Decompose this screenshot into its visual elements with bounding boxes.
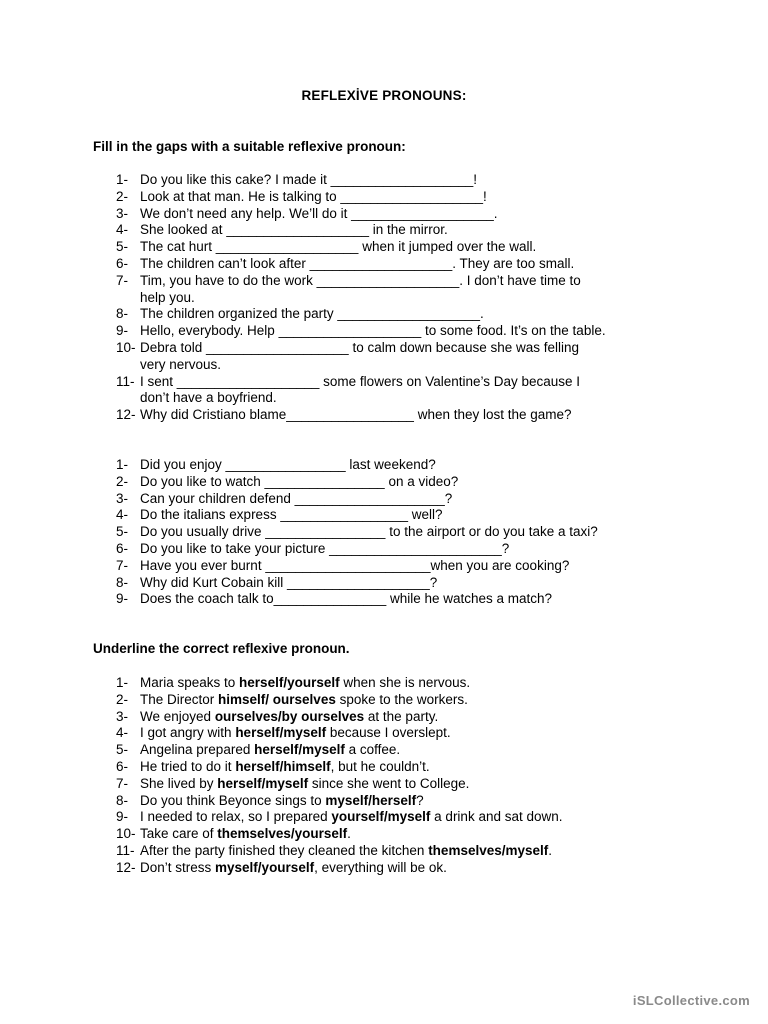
item-text: Angelina prepared herself/myself a coffee. bbox=[140, 742, 401, 758]
list-item bbox=[116, 273, 696, 307]
pronoun-choice: ourselves/by ourselves bbox=[214, 708, 365, 724]
section1-heading: Fill in the gaps with a suitable reflexive pronoun: bbox=[93, 139, 406, 154]
item-text: Do you usually drive ________________ to the airport or do you take a taxi? bbox=[140, 524, 598, 540]
item-number: 12- bbox=[116, 407, 136, 423]
item-number: 1- bbox=[116, 675, 129, 690]
list-item bbox=[116, 575, 696, 592]
pronoun-choice: himself/ ourselves bbox=[218, 691, 336, 707]
item-number: 7- bbox=[116, 272, 129, 288]
item-number: 4- bbox=[116, 725, 129, 741]
item-number: 11- bbox=[116, 373, 135, 389]
item-text: We enjoyed ourselves/by ourselves at the party. bbox=[140, 708, 439, 724]
pronoun-choice: herself/himself bbox=[235, 758, 331, 774]
list-item bbox=[116, 826, 696, 843]
item-text: After the party finished they cleaned the kitchen themselves/myself. bbox=[140, 842, 553, 858]
item-number: 6- bbox=[116, 758, 129, 774]
item-text: Hello, everybody. Help ___________________ to some food. It’s on the table. bbox=[140, 323, 606, 339]
item-text: I needed to relax, so I prepared yourself/myself a drink and sat down. bbox=[140, 809, 563, 825]
item-number: 2- bbox=[116, 691, 129, 707]
item-text-continued: very nervous. bbox=[140, 356, 222, 372]
item-text: We don’t need any help. We’ll do it ___________________. bbox=[140, 205, 498, 221]
section3-heading: Underline the correct reflexive pronoun. bbox=[93, 641, 350, 656]
item-number: 9- bbox=[116, 591, 129, 607]
site-watermark: iSLCollective.com bbox=[632, 993, 750, 1008]
item-number: 9- bbox=[116, 809, 129, 825]
list-item bbox=[116, 860, 696, 877]
list-item bbox=[116, 256, 696, 273]
item-text: Why did Kurt Cobain kill ___________________? bbox=[140, 574, 438, 590]
list-item bbox=[116, 374, 696, 408]
item-number: 6- bbox=[116, 540, 129, 556]
pronoun-choice: myself/yourself bbox=[215, 859, 315, 875]
item-text: Do you think Beyonce sings to myself/herself? bbox=[140, 792, 424, 808]
item-number: 8- bbox=[116, 792, 129, 808]
item-text: Do you like to watch ________________ on a video? bbox=[140, 473, 459, 489]
list-item bbox=[116, 457, 696, 474]
item-text: Do you like to take your picture _______________________? bbox=[140, 540, 510, 556]
item-number: 8- bbox=[116, 306, 129, 322]
item-text: Do you like this cake? I made it ___________________! bbox=[140, 172, 477, 187]
item-text: The Director himself/ ourselves spoke to the workers. bbox=[140, 691, 468, 707]
list-item bbox=[116, 524, 696, 541]
pronoun-choice: herself/myself bbox=[235, 725, 327, 741]
item-number: 1- bbox=[116, 172, 129, 187]
list-item bbox=[116, 759, 696, 776]
list-item bbox=[116, 742, 696, 759]
item-number: 5- bbox=[116, 239, 129, 255]
item-number: 3- bbox=[116, 490, 129, 506]
item-text: Have you ever burnt ______________________when you are cooking? bbox=[140, 557, 570, 573]
item-text-continued: help you. bbox=[140, 289, 195, 305]
item-text: Don’t stress myself/yourself, everything will be ok. bbox=[140, 859, 447, 875]
item-number: 6- bbox=[116, 255, 129, 271]
item-number: 12- bbox=[116, 859, 136, 875]
list-item bbox=[116, 491, 696, 508]
item-number: 7- bbox=[116, 557, 129, 573]
page-title: REFLEXİVE PRONOUNS: bbox=[301, 88, 467, 103]
item-text: Tim, you have to do the work ___________________. I don’t have time to bbox=[140, 272, 581, 288]
list-item bbox=[116, 206, 696, 223]
item-text: He tried to do it herself/himself, but he couldn’t. bbox=[140, 758, 430, 774]
item-number: 9- bbox=[116, 323, 129, 339]
list-item bbox=[116, 407, 696, 424]
item-text: Can your children defend ____________________? bbox=[140, 490, 453, 506]
item-number: 4- bbox=[116, 507, 129, 523]
item-text: The children organized the party ___________________. bbox=[140, 306, 484, 322]
item-number: 10- bbox=[116, 339, 136, 355]
list-item bbox=[116, 776, 696, 793]
list-item bbox=[116, 306, 696, 323]
item-text: Take care of themselves/yourself. bbox=[140, 826, 351, 842]
item-number: 5- bbox=[116, 524, 129, 540]
item-text-continued: don’t have a boyfriend. bbox=[140, 390, 277, 406]
item-number: 3- bbox=[116, 708, 129, 724]
item-text: Do the italians express _________________ well? bbox=[140, 507, 443, 523]
list-item bbox=[116, 675, 696, 692]
item-number: 4- bbox=[116, 222, 129, 238]
pronoun-choice: herself/myself bbox=[217, 775, 309, 791]
item-text: Debra told ___________________ to calm down because she was felling bbox=[140, 339, 580, 355]
item-text: Did you enjoy ________________ last weekend? bbox=[140, 457, 436, 472]
pronoun-choice: herself/yourself bbox=[239, 675, 340, 690]
list-item bbox=[116, 474, 696, 491]
item-number: 8- bbox=[116, 574, 129, 590]
pronoun-choice: themselves/yourself bbox=[217, 826, 348, 842]
item-text: Maria speaks to herself/yourself when she is nervous. bbox=[140, 675, 471, 690]
item-number: 11- bbox=[116, 842, 135, 858]
item-text: The cat hurt ___________________ when it jumped over the wall. bbox=[140, 239, 537, 255]
fill-in-gaps-list-2 bbox=[116, 457, 696, 608]
item-number: 10- bbox=[116, 826, 136, 842]
item-text: I got angry with herself/myself because I overslept. bbox=[140, 725, 451, 741]
list-item bbox=[116, 239, 696, 256]
list-item bbox=[116, 809, 696, 826]
list-item bbox=[116, 323, 696, 340]
list-item bbox=[116, 709, 696, 726]
item-text: She looked at ___________________ in the mirror. bbox=[140, 222, 448, 238]
list-item bbox=[116, 541, 696, 558]
list-item bbox=[116, 340, 696, 374]
pronoun-choice: herself/myself bbox=[254, 742, 345, 758]
item-number: 5- bbox=[116, 742, 129, 758]
pronoun-choice: themselves/myself bbox=[428, 842, 549, 858]
list-item bbox=[116, 591, 696, 608]
item-text: The children can’t look after ___________________. They are too small. bbox=[140, 255, 575, 271]
list-item bbox=[116, 793, 696, 810]
pronoun-choice: myself/herself bbox=[325, 792, 417, 808]
pronoun-choice: yourself/myself bbox=[331, 809, 431, 825]
item-number: 3- bbox=[116, 205, 129, 221]
item-text: Why did Cristiano blame_________________ when they lost the game? bbox=[140, 407, 572, 423]
item-text: Look at that man. He is talking to ___________________! bbox=[140, 188, 487, 204]
list-item bbox=[116, 843, 696, 860]
item-text: I sent ___________________ some flowers on Valentine’s Day because I bbox=[140, 373, 581, 389]
item-number: 2- bbox=[116, 188, 129, 204]
list-item bbox=[116, 189, 696, 206]
list-item bbox=[116, 172, 696, 189]
list-item bbox=[116, 692, 696, 709]
item-number: 1- bbox=[116, 457, 129, 472]
list-item bbox=[116, 507, 696, 524]
item-text: Does the coach talk to_______________ while he watches a match? bbox=[140, 591, 553, 607]
list-item bbox=[116, 222, 696, 239]
item-number: 7- bbox=[116, 775, 129, 791]
item-number: 2- bbox=[116, 473, 129, 489]
fill-in-gaps-list bbox=[116, 172, 696, 424]
underline-list bbox=[116, 675, 696, 877]
list-item bbox=[116, 725, 696, 742]
item-text: She lived by herself/myself since she went to College. bbox=[140, 775, 470, 791]
list-item bbox=[116, 558, 696, 575]
